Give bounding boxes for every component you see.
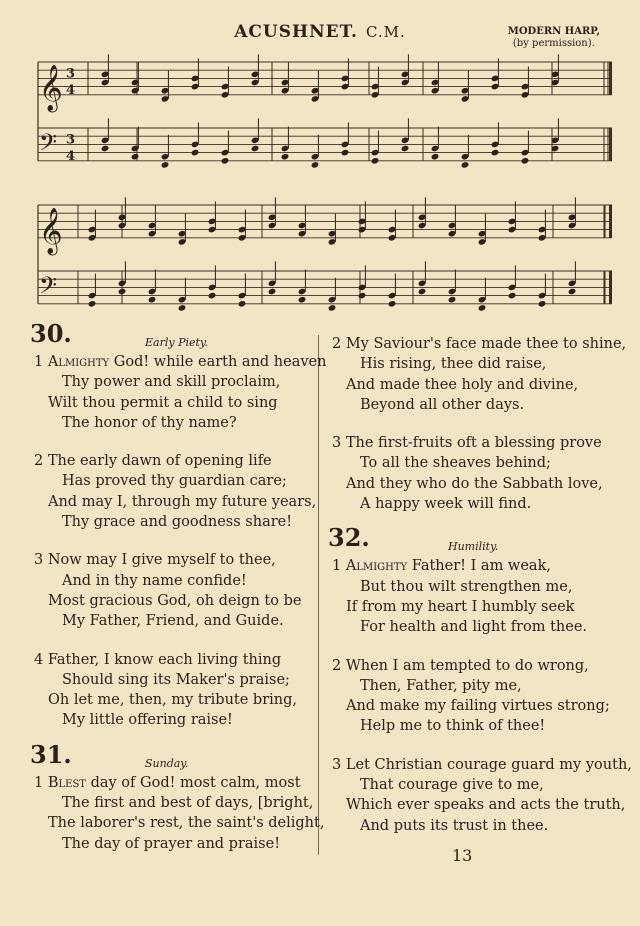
note-head <box>101 145 110 153</box>
note-head <box>508 292 517 300</box>
treble-clef: 𝄞 <box>39 207 63 254</box>
verse-line: And made thee holy and divine, <box>346 376 579 393</box>
stanza <box>328 556 618 637</box>
verse-line: For health and light from thee. <box>360 619 588 636</box>
note-head <box>238 300 247 308</box>
stanza <box>30 550 320 631</box>
credit-line-2: (by permission). <box>512 38 595 49</box>
note-head <box>388 300 397 308</box>
note-head <box>118 288 127 296</box>
verse-line: My Father, Friend, and Guide. <box>62 613 284 630</box>
hymn-number: 32. <box>328 523 370 553</box>
verse-line: The first and best of days, [bright, <box>62 795 314 812</box>
note-head <box>491 149 500 157</box>
verse-line: The day of prayer and praise! <box>62 835 281 852</box>
time-signature-bottom: 4 <box>66 148 76 164</box>
note-head <box>311 161 320 169</box>
verse-line: But thou wilt strengthen me, <box>360 578 573 595</box>
stanza <box>328 755 632 836</box>
verse-line: Then, Father, pity me, <box>360 677 522 694</box>
music-score <box>0 0 640 320</box>
hymn-32 <box>328 523 632 836</box>
verse-line: Thy grace and goodness share! <box>62 514 293 531</box>
stanza <box>328 656 618 737</box>
page-number: 13 <box>452 846 473 865</box>
bass-clef: 𝄢 <box>39 128 58 162</box>
tune-meter: C.M. <box>365 23 406 41</box>
verse-line: 2 My Saviour's face made thee to shine, <box>332 336 627 352</box>
final-bar <box>609 271 612 304</box>
note-head <box>251 145 260 153</box>
verse-line: Which ever speaks and acts the truth, <box>346 797 626 814</box>
note-head <box>521 157 530 165</box>
verse-line: If from my heart I humbly seek <box>346 598 575 615</box>
stanza <box>30 451 320 532</box>
verse-line: Help me to think of thee! <box>360 718 546 735</box>
note-head <box>298 296 307 304</box>
note-head <box>478 304 487 312</box>
note-head <box>538 300 547 308</box>
verse-line: The laborer's rest, the saint's delight, <box>48 815 325 832</box>
verse-line: Wilt thou permit a child to sing <box>48 394 278 411</box>
note-head <box>131 153 140 161</box>
stanza <box>30 773 325 854</box>
verse-line: Thy power and skill proclaim, <box>62 374 281 391</box>
verse-line: 3 Now may I give myself to thee, <box>34 552 276 569</box>
note-head <box>431 153 440 161</box>
verse-line: 1 Almighty Father! I am weak, <box>332 558 551 575</box>
verse-line: My little offering raise! <box>62 712 233 729</box>
final-bar <box>609 128 612 161</box>
verse-line: 1 Almighty God! while earth and heaven <box>34 354 327 370</box>
verse-line: And in thy name confide! <box>62 572 247 589</box>
note-head <box>461 161 470 169</box>
tune-name: ACUSHNET. <box>234 22 358 42</box>
note-head <box>401 145 410 153</box>
stanza <box>30 352 327 433</box>
verse-line: 2 The early dawn of opening life <box>34 453 272 470</box>
note-head <box>328 304 337 312</box>
hymn-31 <box>30 739 325 854</box>
note-head <box>568 288 577 296</box>
note-head <box>148 296 157 304</box>
note-head <box>358 292 367 300</box>
treble-clef: 𝄞 <box>39 64 63 111</box>
verse-line: And make my failing virtues strong; <box>346 698 610 715</box>
verse-line: That courage give to me, <box>360 777 544 794</box>
verse-line: Has proved thy guardian care; <box>62 473 287 490</box>
note-head <box>178 304 187 312</box>
stanza <box>328 433 618 514</box>
note-head <box>191 149 200 157</box>
note-head <box>221 157 230 165</box>
time-signature-top: 3 <box>66 66 76 82</box>
verse-line: The honor of thy name? <box>62 414 237 431</box>
verse-line: 2 When I am tempted to do wrong, <box>332 657 589 674</box>
verse-line: And they who do the Sabbath love, <box>346 475 603 492</box>
left-column <box>30 319 327 872</box>
note-head <box>418 288 427 296</box>
stanza <box>30 650 320 731</box>
verse-line: Beyond all other days. <box>360 396 525 413</box>
hymn-number: 31. <box>30 739 72 769</box>
verse-line: 1 Blest day of God! most calm, most <box>34 774 301 791</box>
verse-line: To all the sheaves behind; <box>360 455 551 472</box>
hymn-subtitle: Sunday. <box>145 756 189 770</box>
verse-line: Oh let me, then, my tribute bring, <box>48 692 298 709</box>
verse-line: And puts its trust in thee. <box>360 817 549 834</box>
verse-line: 4 Father, I know each living thing <box>34 651 282 668</box>
hymn-30 <box>30 319 327 731</box>
note-head <box>341 149 350 157</box>
note-head <box>448 296 457 304</box>
hymn-number: 30. <box>30 319 72 348</box>
stanza <box>328 334 627 415</box>
credit-line-1: MODERN HARP, <box>507 26 600 37</box>
final-bar <box>609 205 612 238</box>
note-head <box>208 292 217 300</box>
note-head <box>281 153 290 161</box>
verse-line: 3 Let Christian courage guard my youth, <box>332 756 632 773</box>
right-column <box>328 334 632 854</box>
final-bar <box>609 62 612 95</box>
time-signature-bottom: 4 <box>66 82 76 98</box>
verse-line: Should sing its Maker's praise; <box>62 671 290 688</box>
hymn-subtitle: Humility. <box>448 540 499 554</box>
note-head <box>161 161 170 169</box>
verse-line: Most gracious God, oh deign to be <box>48 592 302 609</box>
verse-line: His rising, thee did raise, <box>360 356 547 373</box>
verse-line: 3 The first-fruits oft a blessing prove <box>332 435 602 452</box>
hymn-subtitle: Early Piety. <box>145 336 209 349</box>
verse-line: And may I, through my future years, <box>48 493 317 510</box>
note-head <box>371 157 380 165</box>
time-signature-top: 3 <box>66 132 76 148</box>
note-head <box>88 300 97 308</box>
bass-clef: 𝄢 <box>39 271 58 305</box>
note-head <box>268 288 277 296</box>
verse-line: A happy week will find. <box>360 496 532 513</box>
